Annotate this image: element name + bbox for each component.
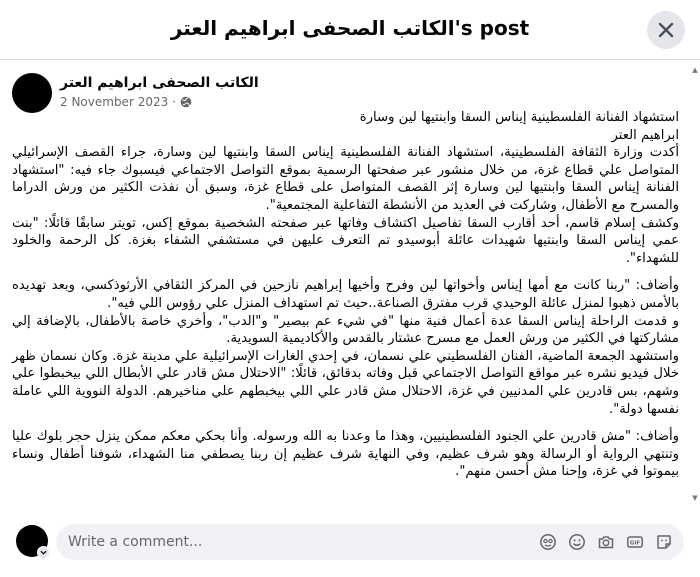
comment-tools — [538, 532, 674, 552]
close-icon — [656, 20, 676, 40]
post-scroll-area[interactable] — [0, 61, 700, 509]
scrollbar[interactable] — [691, 66, 699, 502]
comment-input[interactable] — [68, 524, 528, 560]
scroll-down-icon[interactable]: ▼ — [692, 494, 698, 502]
sticker-icon[interactable] — [538, 532, 558, 552]
chevron-down-icon — [40, 549, 47, 556]
post-paragraph: أكدت وزارة الثقافة الفلسطينية، استشهاد الفنانة الفلسطينية إيناس السقا وابنتيها لين وسارة، جراء القصف الإسرائيلي المتواصل علي قطاع غزة، من خلال منشور عبر صفحتها الرسمية بموقع التواصل الاجتماعي فيسبوك جاء فيه: "استشهاد الفنانة إيناس السقا وابنتيها لين وسارة إثر القصف المتواصل على قطاع غزة، وسبق أن نفذت الكثير من ورش الدراما والمسرح مع الأطفال، وشاركت في العديد من الأنشطة التفاعلية المجتمعية". — [12, 145, 679, 213]
author-name[interactable]: الكاتب الصحفى ابراهيم العتر — [60, 75, 259, 91]
post-byline: ابراهيم العتر — [611, 127, 679, 143]
post-paragraph: وأضاف: "ربنا كانت مع أمها إيناس وأخواتها لين وفرح وأخيها إبراهيم نازحين في المركز الثقافي الأرثوذكسي، وبعد تهديده بالأمس ذهبوا لمنزل عائلة الوحيدي قرب مفترق الصناعة..حيث تم استهداف المنزل علي رؤوس اللي فيه". — [12, 278, 679, 311]
scroll-up-icon[interactable]: ▲ — [692, 66, 698, 74]
author-avatar[interactable] — [12, 73, 52, 113]
post-paragraph: وكشف إسلام قاسم، أحد أقارب السقا تفاصيل اكتشاف وفاتها عبر صفحته الشخصية بموقع إكس، تويتر سابقًا قائلًا: "بنت عمي إيناس السقا وابنتيها شهيدات عائلة أبوسيدو تم التعرف عليهن في مستشفي الشفاء بغزة. كل الرحمة والخلود للشهداء". — [12, 215, 679, 266]
post-paragraph: وأضاف: "مش قادرين علي الجنود الفلسطينيين، وهذا ما وعدنا به الله ورسوله. وأنا بحكي معكم ممكن ينزل حجر بلوك عليا وتنتهي الرواية أو الرسالة وهو شرف عظيم، وفي النهاية شرف عظيم إن ربنا يصطفي منا الشهداء، شوفنا أطفال ونساء بيموتوا في غزة، وإحنا مش أحسن منهم". — [12, 429, 679, 480]
globe-icon — [180, 96, 192, 108]
post-headline: استشهاد الفنانة الفلسطينية إيناس السقا وابنتيها لين وسارة — [359, 110, 679, 125]
close-button[interactable] — [647, 11, 685, 49]
post-meta — [60, 95, 192, 109]
camera-icon[interactable] — [596, 532, 616, 552]
profile-switch-badge[interactable] — [37, 546, 50, 559]
emoji-icon[interactable] — [567, 532, 587, 552]
dialog-header — [0, 0, 700, 60]
meta-separator: · — [172, 95, 177, 109]
comment-composer — [0, 509, 700, 577]
gif-icon[interactable] — [625, 532, 645, 552]
post-date[interactable]: 2 November 2023 — [60, 95, 169, 109]
post-text — [12, 109, 679, 481]
comment-box[interactable] — [56, 524, 684, 560]
comment-sticker-icon[interactable] — [654, 532, 674, 552]
dialog-title: الكاتب الصحفى ابراهيم العتر's post — [170, 16, 530, 40]
post-paragraph: واستشهد الجمعة الماضية، الفنان الفلسطيني علي نسمان، في إحدي الغارات الإسرائيلية علي مدينة غزة. وكان نسمان ظهر خلال فيديو نشره عبر مواقع التواصل الاجتماعي قبل وفاته بدقائق، قائلًا: "الاحتلال مش قادر علي الأبطال اللي بيخبطوا علي وشهم، بس قادرين علي المدنيين في غزة، الاحتلال مش قادر علي اللي بيخبطهم علي مناخيرهم. الدولة النووية اللي عاملة نفسها دولة". — [12, 348, 679, 417]
post-paragraph: و قدمت الراحلة إيناس السقا عدة أعمال فنية منها "في شيء عم بيصير" و"الدب"، وأخري خاصة بالأطفال، بالإضافة إلي مشاركتها في الكثير من ورش العمل مع مسرح عشتار بالقدس والأكاديمية السويدية. — [12, 313, 679, 347]
svg-text:GIF: GIF — [629, 540, 641, 547]
